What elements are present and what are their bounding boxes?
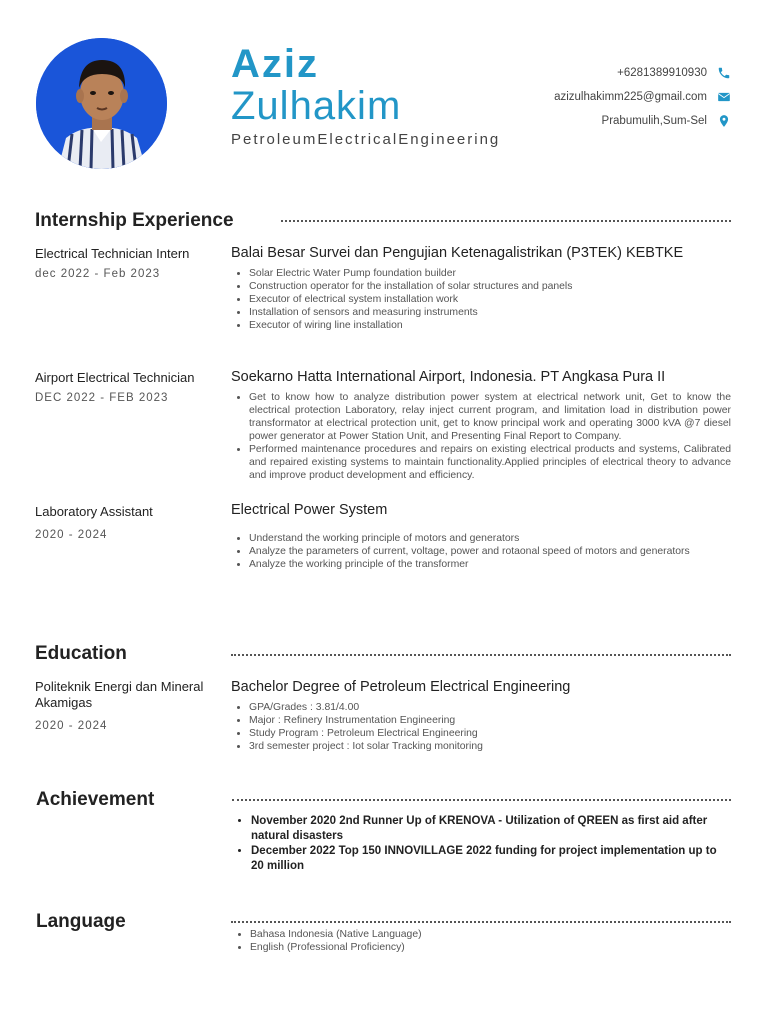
internship-section-title: Internship Experience (35, 210, 234, 231)
job-organization: Electrical Power System (231, 502, 388, 518)
list-item: • Construction operator for the installation of solar structures and panels (249, 280, 731, 293)
school-name: Politeknik Energi dan Mineral Akamigas (35, 679, 204, 710)
education-section-title: Education (35, 643, 127, 664)
section-divider (232, 799, 731, 801)
list-item: • November 2020 2nd Runner Up of KRENOVA - Utilization of QREEN as first aid after natural disasters (251, 814, 721, 843)
achievement-section-title: Achievement (36, 789, 155, 810)
language-section-title: Language (36, 911, 126, 932)
list-item: • GPA/Grades : 3.81/4.00 (249, 701, 731, 714)
email-text: azizulhakimm225@gmail.com (554, 91, 707, 103)
job-bullets (249, 267, 731, 332)
first-name: Aziz (231, 42, 319, 86)
phone-text: +6281389910930 (617, 67, 707, 79)
list-item: • Bahasa Indonesia (Native Language) (250, 928, 732, 941)
education-bullets (249, 701, 731, 753)
list-item: • Understand the working principle of motors and generators (249, 532, 731, 545)
list-item: • Executor of wiring line installation (249, 319, 731, 332)
job-date: 2020 - 2024 (35, 529, 108, 541)
list-item: • Study Program : Petroleum Electrical Engineering (249, 727, 731, 740)
list-item: • Analyze the parameters of current, voltage, power and rotaonal speed of motors and generators (249, 545, 731, 558)
profession-subtitle: PetroleumElectricalEngineering (231, 131, 501, 148)
job-date: dec 2022 - Feb 2023 (35, 268, 161, 280)
job-role: Airport Electrical Technician (35, 370, 195, 385)
list-item: • December 2022 Top 150 INNOVILLAGE 2022 funding for project implementation up to 20 million (251, 844, 721, 873)
location-pin-icon (717, 114, 731, 128)
job-organization: Balai Besar Survei dan Pengujian Ketenagalistrikan (P3TEK) KEBTKE (231, 245, 684, 261)
list-item: • Installation of sensors and measuring instruments (249, 306, 731, 319)
last-name: Zulhakim (231, 84, 402, 128)
email-icon (717, 90, 731, 104)
section-divider (231, 654, 731, 656)
phone-icon (717, 66, 731, 80)
list-item: • Analyze the working principle of the transformer (249, 558, 731, 571)
profile-photo (36, 38, 167, 169)
contact-phone[interactable] (617, 66, 731, 80)
contact-email[interactable] (554, 90, 731, 104)
section-divider (281, 220, 731, 222)
job-bullets (249, 532, 731, 571)
location-text: Prabumulih,Sum-Sel (601, 115, 707, 127)
job-date: DEC 2022 - FEB 2023 (35, 392, 169, 404)
list-item: • 3rd semester project : Iot solar Tracking monitoring (249, 740, 731, 753)
degree-title: Bachelor Degree of Petroleum Electrical Engineering (231, 679, 571, 695)
list-item: • Solar Electric Water Pump foundation builder (249, 267, 731, 280)
education-date: 2020 - 2024 (35, 720, 108, 732)
list-item: • Get to know how to analyze distribution power system at electrical network unit, Get to know the electrical protection Laboratory, relay inject current program, and limitation load in distribution power transformator at electrical protection unit, get to know principal work and operating 3000 kVA @7 diesel power generator at Power Station Unit, and Presenting Final Report to Company. (249, 391, 731, 443)
job-bullets (249, 391, 731, 482)
portrait-image (36, 38, 167, 169)
language-list (250, 928, 732, 954)
section-divider (231, 921, 731, 923)
list-item: • English (Professional Proficiency) (250, 941, 732, 954)
list-item: • Executor of electrical system installation work (249, 293, 731, 306)
job-organization: Soekarno Hatta International Airport, Indonesia. PT Angkasa Pura II (231, 369, 666, 385)
list-item: • Major : Refinery Instrumentation Engineering (249, 714, 731, 727)
achievement-list (251, 814, 721, 874)
job-role: Electrical Technician Intern (35, 246, 190, 261)
list-item: • Performed maintenance procedures and repairs on existing electrical products and systems, Calibrated and repaired existing systems to maintain functionality.Applied principles of electrical theory to advance and improve product development and efficiency. (249, 443, 731, 482)
job-role: Laboratory Assistant (35, 504, 153, 519)
contact-location[interactable] (602, 114, 731, 128)
